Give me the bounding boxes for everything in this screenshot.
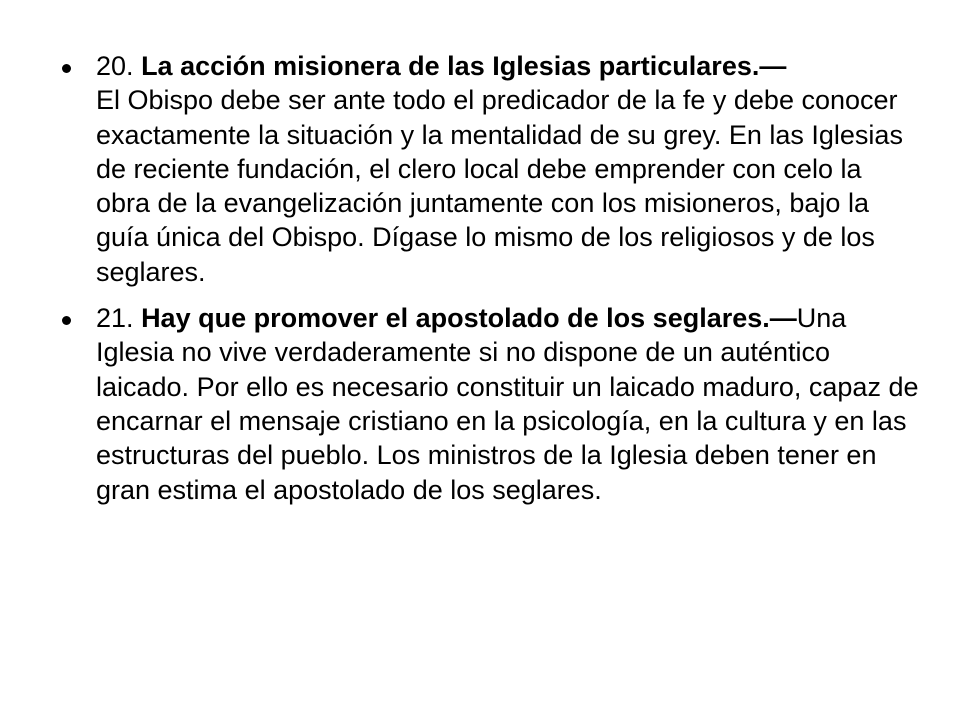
item-number: 20. <box>96 51 134 81</box>
bullet-text <box>96 303 918 504</box>
bullet-dot-icon <box>62 64 71 73</box>
bullet-item-21 <box>62 301 922 507</box>
item-body: Una Iglesia no vive verdaderamente si no dispone de un auténtico laicado. Por ello es necesario constituir un laicado maduro, capaz de encarnar el mensaje cristiano en la psicología, en la cultura y en las estructuras del pueblo. Los ministros de la Iglesia deben tener en gran estima el apostolado de los seglares. <box>96 303 919 505</box>
bullet-item-20 <box>62 49 922 289</box>
item-number: 21. <box>96 303 134 334</box>
item-heading: La acción misionera de las Iglesias particulares.— <box>141 51 787 81</box>
bullet-dot-icon <box>62 316 71 325</box>
bullet-list <box>62 49 922 507</box>
item-heading: Hay que promover el apostolado de los seglares.— <box>141 303 797 334</box>
item-body: El Obispo debe ser ante todo el predicador de la fe y debe conocer exactamente la situación y la mentalidad de su grey. En las Iglesias de reciente fundación, el clero local debe emprender con celo la obra de la evangelización juntamente con los misioneros, bajo la guía única del Obispo. Dígase lo mismo de los religiosos y de los seglares. <box>96 85 903 287</box>
bullet-text <box>96 51 903 287</box>
